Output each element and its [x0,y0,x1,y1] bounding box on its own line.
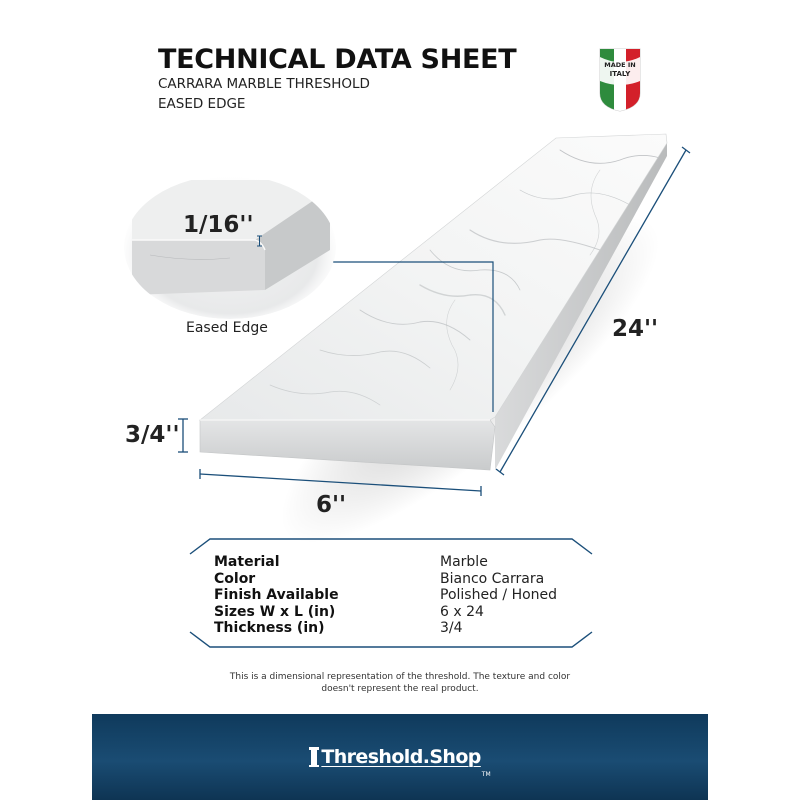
badge-italy-text: ITALY [609,70,631,78]
spec-label: Thickness (in) [214,620,325,637]
spec-row [214,604,594,621]
eased-edge-label: Eased Edge [186,320,268,336]
eased-edge-inset [124,175,336,319]
spec-row [214,620,594,637]
brand-logo[interactable] [92,714,708,800]
spec-label: Material [214,554,280,571]
badge-made-in-text: MADE IN [604,61,636,69]
spec-row [214,571,594,588]
spec-value: 6 x 24 [440,603,484,620]
brand-name: Threshold.Shop [321,746,481,768]
page-title: TECHNICAL DATA SHEET [158,44,517,75]
edge-type: EASED EDGE [158,96,246,112]
edge-thickness-label: 1/16'' [183,212,254,238]
footer-banner [92,714,708,800]
threshold-column-icon [309,746,319,768]
spec-label: Sizes W x L (in) [214,603,336,620]
thickness-dimension-line [178,419,188,452]
spec-row [214,554,594,571]
spec-value: Bianco Carrara [440,570,545,587]
spec-row [214,587,594,604]
width-label: 6'' [316,492,347,518]
spec-label: Finish Available [214,587,339,604]
spec-value: 3/4 [440,620,463,637]
disclaimer [200,671,600,695]
disclaimer-line-2: doesn't represent the real product. [321,684,479,694]
product-name: CARRARA MARBLE THRESHOLD [158,76,370,92]
disclaimer-line-1: This is a dimensional representation of the threshold. The texture and color [229,672,571,682]
spec-table [188,536,596,650]
spec-value: Marble [440,554,488,571]
thickness-label: 3/4'' [125,422,180,448]
spec-label: Color [214,570,256,587]
spec-value: Polished / Honed [440,587,558,604]
length-label: 24'' [612,316,659,342]
brand-trademark: TM [481,771,491,778]
